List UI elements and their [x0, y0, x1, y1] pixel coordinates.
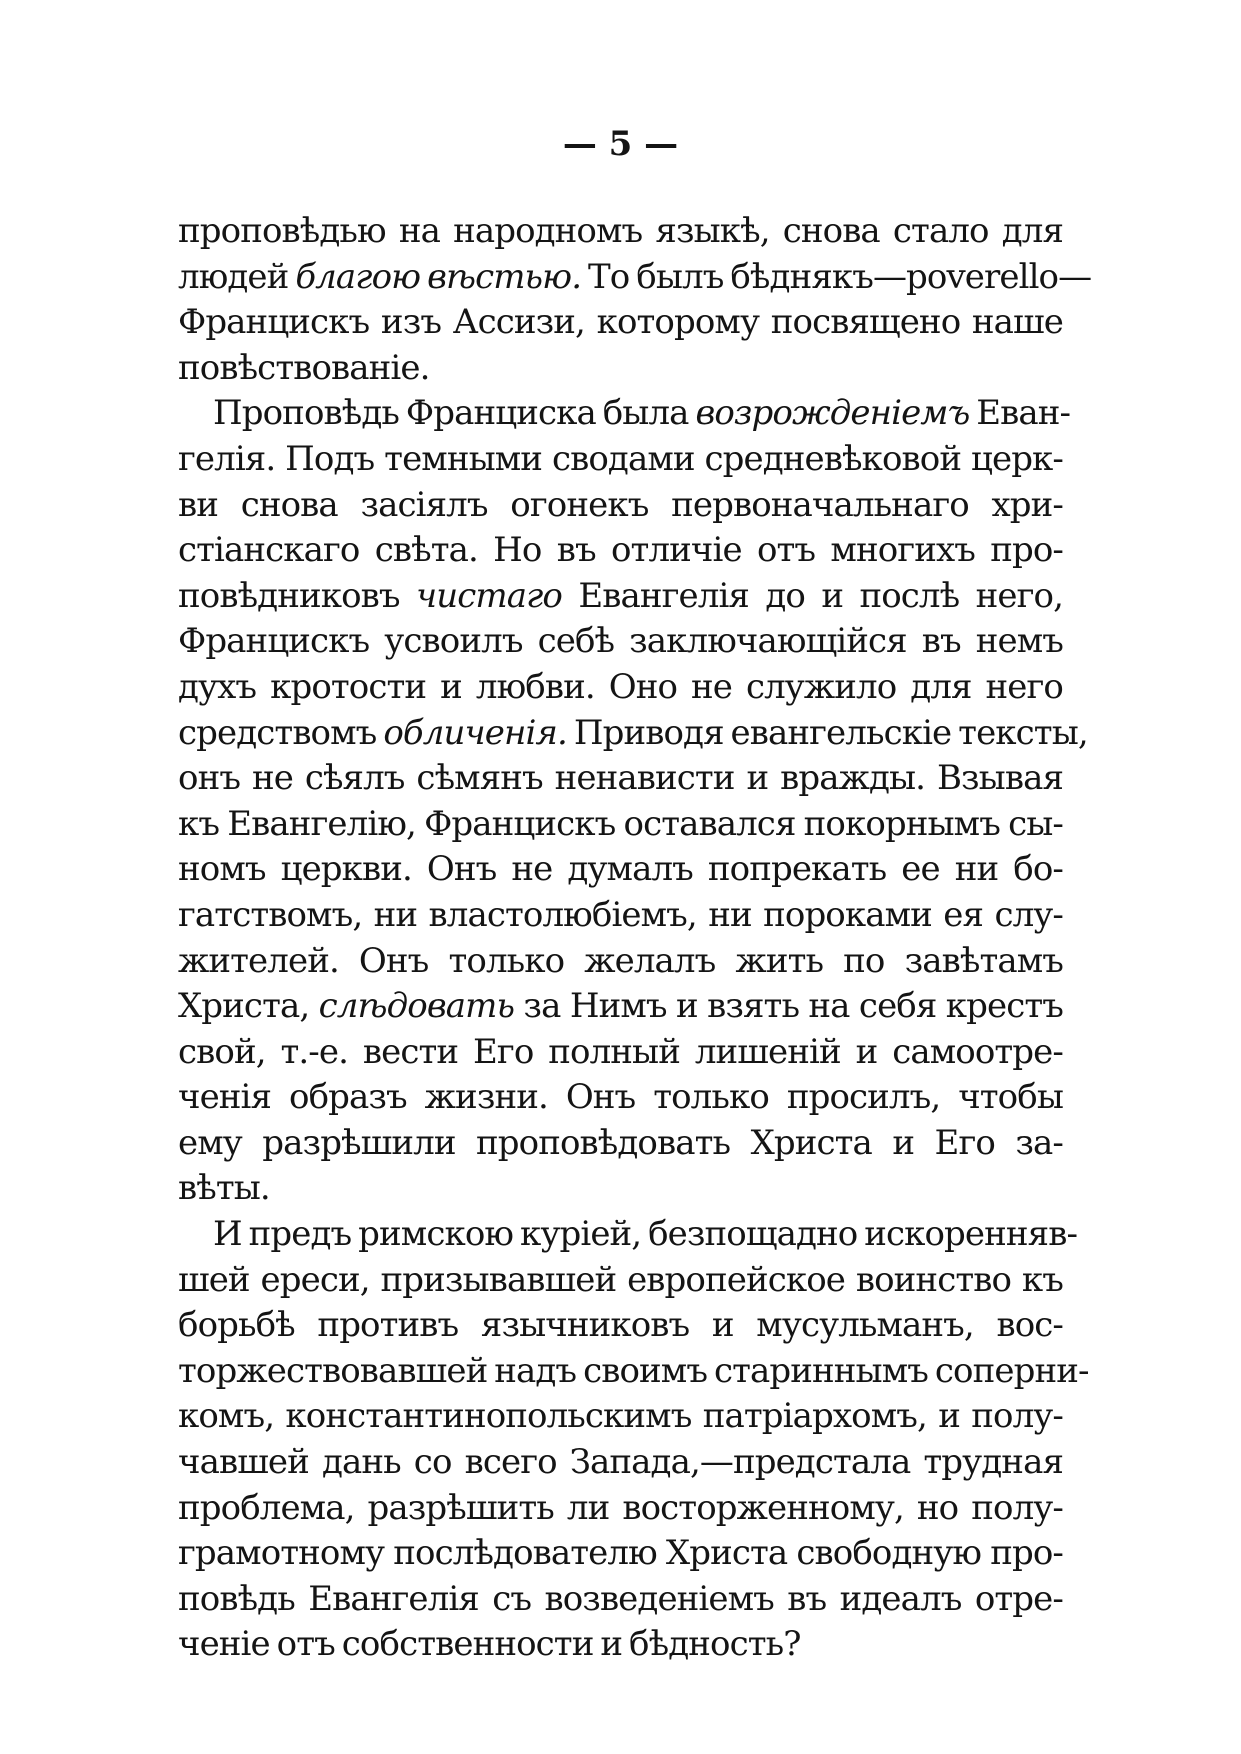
text-line: повѣдь Евангелія съ возведеніемъ въ идеалъ отре- [178, 1578, 1063, 1619]
text-line: духъ кротости и любви. Оно не служило для него [178, 666, 1063, 707]
text-line: онъ не сѣялъ сѣмянъ ненависти и вражды. Взывая [178, 758, 1063, 799]
text-line: ви снова засіялъ огонекъ первоначальнаго хри- [178, 484, 1063, 525]
text-line: повѣдниковъ чистаго Евангелія до и послѣ него, [178, 575, 1063, 616]
text-line: вѣты. [178, 1168, 270, 1209]
text-line: шей ереси, призывавшей европейское воинство къ [178, 1259, 1063, 1300]
emphasized-text: благою вѣстью. [295, 256, 582, 297]
text-line: борьбѣ противъ язычниковъ и мусульманъ, вос- [178, 1305, 1063, 1346]
text-line: ченіе отъ собственности и бѣдность? [178, 1624, 801, 1665]
text-line: людей благою вѣстью. То былъ бѣднякъ—poverello— [178, 256, 1092, 297]
text-line: гелія. Подъ темными сводами средневѣковой церк- [178, 438, 1063, 479]
body-text [178, 209, 1092, 1668]
text-line: гатствомъ, ни властолюбіемъ, ни пороками ея слу- [178, 894, 1063, 935]
text-line: свой, т.-е. вести Его полный лишеній и самоотре- [178, 1031, 1063, 1072]
paragraph [178, 1212, 1089, 1668]
text-line: И предъ римскою куріей, безпощадно искоренняв- [213, 1214, 1078, 1255]
emphasized-text: чистаго [416, 575, 562, 616]
paragraph [178, 209, 1092, 391]
text-line: Францискъ изъ Ассизи, которому посвящено наше [178, 302, 1063, 343]
text-line: грамотному послѣдователю Христа свободную про- [178, 1533, 1063, 1574]
text-line: средствомъ обличенія. Приводя евангельскіе тексты, [178, 712, 1088, 753]
text-line: проповѣдью на народномъ языкѣ, снова стало для [178, 211, 1063, 251]
emphasized-text: возрожденіемъ [695, 393, 970, 434]
text-line: къ Евангелію, Францискъ оставался покорнымъ сы- [178, 803, 1063, 844]
paragraph [178, 391, 1088, 1212]
text-line: повѣствованіе. [178, 347, 430, 388]
emphasized-text: обличенія. [383, 712, 567, 753]
text-line: ему разрѣшили проповѣдовать Христа и Его за- [178, 1122, 1063, 1163]
page-number: — 5 — [562, 124, 679, 164]
text-line: Проповѣдь Франциска была возрожденіемъ Еван- [213, 393, 1071, 434]
text-line: чавшей дань со всего Запада,—предстала трудная [178, 1442, 1063, 1483]
text-line: проблема, разрѣшить ли восторженному, но полу- [178, 1487, 1063, 1528]
text-line: номъ церкви. Онъ не думалъ попрекать ее ни бо- [178, 849, 1063, 890]
text-line: Христа, слѣдовать за Нимъ и взять на себя крестъ [178, 986, 1063, 1027]
text-line: ченія образъ жизни. Онъ только просилъ, чтобы [178, 1077, 1063, 1118]
emphasized-text: слѣдовать [318, 986, 515, 1027]
text-line: жителей. Онъ только желалъ жить по завѣтамъ [178, 940, 1063, 981]
text-line: торжествовавшей надъ своимъ стариннымъ соперни- [178, 1350, 1089, 1391]
text-line: комъ, константинопольскимъ патріархомъ, и полу- [178, 1396, 1063, 1437]
text-line: Францискъ усвоилъ себѣ заключающійся въ немъ [178, 621, 1063, 662]
text-line: стіанскаго свѣта. Но въ отличіе отъ многихъ про- [178, 530, 1063, 571]
